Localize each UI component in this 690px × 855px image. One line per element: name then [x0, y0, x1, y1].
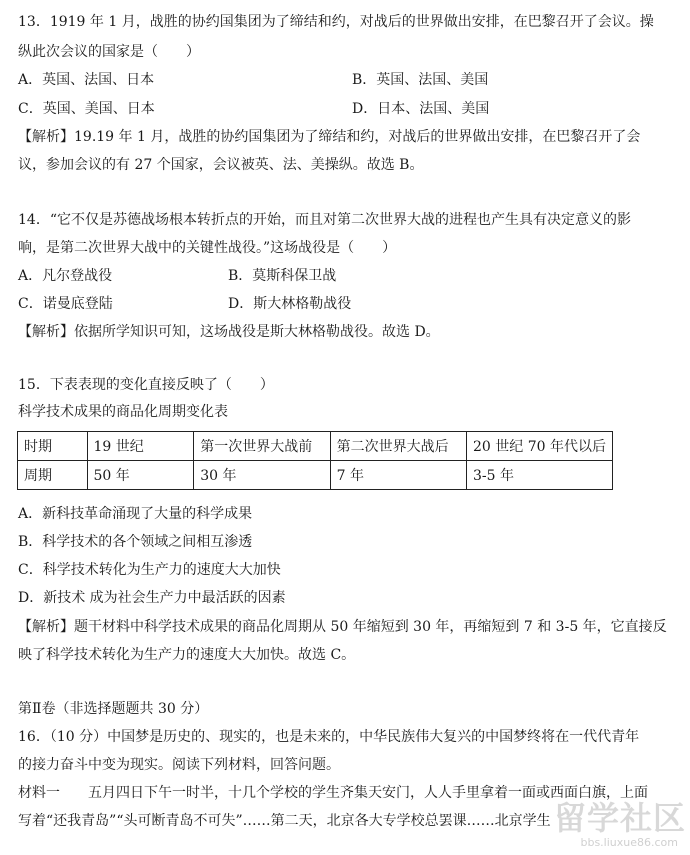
q16-stem-line2: 的接力奋斗中变为现实。阅读下列材料，回答问题。	[18, 757, 340, 773]
part-two-heading: 第Ⅱ卷（非选择题题共 30 分）	[18, 701, 209, 717]
q14-option-c: C．诺曼底登陆	[18, 296, 113, 312]
table-cell: 第二次世界大战后	[330, 432, 466, 461]
q14-stem-line1: 14．“它不仅是苏德战场根本转折点的开始，而且对第二次世界大战的进程也产生具有决定意义的影	[18, 212, 631, 228]
watermark-brand: 留学社区	[553, 799, 686, 837]
q15-stem: 15．下表表现的变化直接反映了（ ）	[18, 377, 274, 393]
table-cell: 50 年	[87, 461, 194, 490]
table-cell: 20 世纪 70 年代以后	[467, 432, 613, 461]
q16-stem-line1: 16．（10 分）中国梦是历史的、现实的，也是未来的，中华民族伟大复兴的中国梦终将在一代代青年	[18, 729, 640, 745]
q15-table-title: 科学技术成果的商品化周期变化表	[18, 404, 228, 420]
q13-explanation-line1: 【解析】19.19 年 1 月，战胜的协约国集团为了缔结和约，对战后的世界做出安排，在巴黎召开了会	[18, 129, 641, 145]
q13-stem-line1: 13．1919 年 1 月，战胜的协约国集团为了缔结和约，对战后的世界做出安排，在巴黎召开了会议。操	[18, 14, 654, 30]
q15-option-d: D．新技术 成为社会生产力中最活跃的因素	[18, 590, 286, 606]
q14-option-a: A．凡尔登战役	[18, 268, 113, 284]
q13-option-d: D．日本、法国、美国	[352, 101, 490, 117]
commercialization-cycle-table	[17, 431, 613, 490]
q14-explanation: 【解析】依据所学知识可知，这场战役是斯大林格勒战役。故选 D。	[18, 324, 440, 340]
q14-option-d: D．斯大林格勒战役	[228, 296, 352, 312]
table-header-row	[18, 432, 613, 461]
table-cell: 3-5 年	[467, 461, 613, 490]
table-cell: 时期	[18, 432, 88, 461]
q15-option-a: A．新科技革命涌现了大量的科学成果	[18, 506, 253, 522]
q15-explanation-line2: 映了科学技术转化为生产力的速度大大加快。故选 C。	[18, 647, 356, 663]
q16-material-line1: 材料一 五月四日下午一时半，十几个学校的学生齐集天安门，人人手里拿着一面或西面白旗，上面	[18, 785, 648, 801]
table-cell: 30 年	[194, 461, 330, 490]
site-watermark	[514, 793, 686, 849]
watermark-url: bbs.liuxue86.com	[580, 836, 678, 849]
table-cell: 19 世纪	[87, 432, 194, 461]
table-row	[18, 461, 613, 490]
q13-option-b: B．英国、法国、美国	[352, 72, 489, 88]
q13-option-a: A．英国、法国、日本	[18, 72, 155, 88]
table-cell: 周期	[18, 461, 88, 490]
q16-material-line2: 写着“还我青岛”“头可断青岛不可失”……第二天，北京各大专学校总罢课……北京学生	[18, 813, 551, 829]
q13-option-c: C．英国、美国、日本	[18, 101, 155, 117]
q15-explanation-line1: 【解析】题干材料中科学技术成果的商品化周期从 50 年缩短到 30 年，再缩短到 7 和 3-5 年，它直接反	[18, 619, 667, 635]
q15-option-c: C．科学技术转化为生产力的速度大大加快	[18, 562, 281, 578]
table-cell: 7 年	[330, 461, 466, 490]
q14-stem-line2: 响，是第二次世界大战中的关键性战役。”这场战役是（ ）	[18, 240, 397, 256]
q14-option-b: B．莫斯科保卫战	[228, 268, 337, 284]
q15-option-b: B．科学技术的各个领域之间相互渗透	[18, 534, 253, 550]
table-cell: 第一次世界大战前	[194, 432, 330, 461]
q13-explanation-line2: 议，参加会议的有 27 个国家，会议被英、法、美操纵。故选 B。	[18, 157, 424, 173]
q13-stem-line2: 纵此次会议的国家是（ ）	[18, 44, 200, 60]
